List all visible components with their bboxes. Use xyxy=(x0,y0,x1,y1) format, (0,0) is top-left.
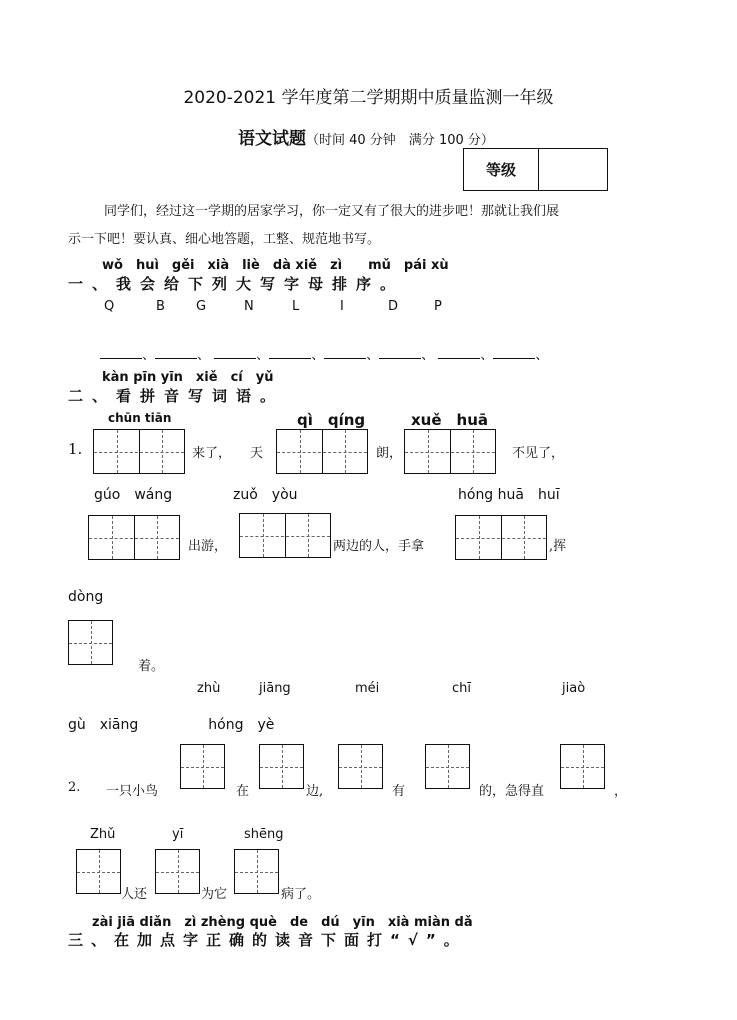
question-number: 2. xyxy=(68,780,81,795)
section2-pinyin: kàn pīn yīn xiě cí yǔ xyxy=(102,370,274,385)
subject-title xyxy=(238,124,494,149)
writing-box[interactable] xyxy=(88,515,180,560)
separator: 、 xyxy=(142,348,156,363)
pinyin-guowang: gúo wáng xyxy=(94,487,173,503)
text-segment: 天 xyxy=(250,446,264,461)
section2-heading: 二、看拼音写词语。 xyxy=(68,387,285,405)
letter: G xyxy=(196,299,207,314)
writing-box[interactable] xyxy=(338,744,383,789)
text-segment: 的，急得直 xyxy=(479,784,545,799)
pinyin-dong: dòng xyxy=(68,589,104,605)
intro-line-2: 示一下吧！要认真、细心地答题，工整、规范地书写。 xyxy=(68,232,381,247)
text-segment: ,挥 xyxy=(549,539,567,554)
pinyin-honghuahui: hóng huā huī xyxy=(458,487,560,503)
answer-blank[interactable] xyxy=(493,346,535,359)
pinyin-jiao: jiaò xyxy=(562,681,586,696)
separator: 、 xyxy=(480,348,494,363)
section3-pinyin: zài jiā diǎn zì zhèng què de dú yīn xià miàn dǎ xyxy=(92,915,473,930)
writing-box[interactable] xyxy=(234,849,279,894)
intro-line-1: 同学们，经过这一学期的居家学习，你一定又有了很大的进步吧！那就让我们展 xyxy=(104,204,560,219)
writing-box[interactable] xyxy=(68,620,113,665)
writing-box[interactable] xyxy=(76,849,121,894)
pinyin-jiang: jiāng xyxy=(259,681,291,696)
pinyin-yi: yī xyxy=(172,827,184,842)
writing-box[interactable] xyxy=(560,744,605,789)
section3-heading: 三、在加点字正确的读音下面打“√”。 xyxy=(68,931,467,949)
text-segment: 来了， xyxy=(192,446,232,461)
pinyin-sheng: shēng xyxy=(244,827,284,842)
question-number: 1. xyxy=(68,440,83,458)
answer-blank[interactable] xyxy=(155,346,197,359)
text-segment: 一只小鸟 xyxy=(106,784,159,799)
text-segment: 朗， xyxy=(376,446,403,461)
separator: 、 xyxy=(421,348,435,363)
writing-box[interactable] xyxy=(404,429,496,474)
answer-blank[interactable] xyxy=(269,346,311,359)
page-title: 2020-2021 学年度第二学期期中质量监测一年级 xyxy=(183,88,554,108)
text-segment: 人还 xyxy=(121,887,148,902)
pinyin-qiqing: qì qíng xyxy=(297,411,366,429)
writing-box[interactable] xyxy=(425,744,470,789)
letter: D xyxy=(388,299,399,314)
writing-box[interactable] xyxy=(276,429,368,474)
text-segment: 在 xyxy=(236,784,250,799)
letter: Q xyxy=(104,299,115,314)
answer-blank[interactable] xyxy=(438,346,480,359)
section1-pinyin: wǒ huì gěi xià liè dà xiě zì mǔ pái xù xyxy=(102,258,449,273)
text-segment: 出游， xyxy=(188,539,228,554)
letter: L xyxy=(292,299,300,314)
grade-field[interactable] xyxy=(539,149,607,190)
answer-blank[interactable] xyxy=(379,346,421,359)
text-segment: 病了。 xyxy=(281,887,321,902)
pinyin-chuntian: chūn tiān xyxy=(108,411,172,425)
letter: N xyxy=(244,299,254,314)
text-segment: 不见了， xyxy=(512,446,565,461)
text-segment: 着。 xyxy=(138,659,165,674)
separator: 、 xyxy=(256,348,270,363)
section1-heading: 一、我会给下列大写字母排序。 xyxy=(68,275,405,293)
answer-blank[interactable] xyxy=(100,346,142,359)
letter: I xyxy=(340,299,344,314)
pinyin-xuehua: xuě huā xyxy=(411,411,489,429)
answer-blank[interactable] xyxy=(324,346,366,359)
answer-blanks xyxy=(100,344,548,363)
pinyin-zhu: zhù xyxy=(197,681,221,696)
grade-box xyxy=(463,148,608,191)
writing-box[interactable] xyxy=(239,513,331,558)
pinyin-mei: méi xyxy=(355,681,380,696)
separator: 、 xyxy=(366,348,380,363)
letter: P xyxy=(434,299,442,314)
text-segment: 为它 xyxy=(201,887,228,902)
text-segment: 边, xyxy=(306,784,324,799)
subject-name: 语文试题 xyxy=(238,129,306,149)
pinyin-chi: chī xyxy=(452,681,471,696)
pinyin-guxiang-hongye: gù xiāng hóng yè xyxy=(68,717,275,733)
pinyin-zuoyou: zuǒ yòu xyxy=(233,487,298,503)
letter: B xyxy=(156,299,165,314)
separator: 、 xyxy=(311,348,325,363)
text-segment: 有 xyxy=(392,784,406,799)
exam-info: （时间 40 分钟 满分 100 分） xyxy=(306,133,494,148)
writing-box[interactable] xyxy=(180,744,225,789)
pinyin-zhu2: Zhǔ xyxy=(90,827,116,842)
writing-box[interactable] xyxy=(455,515,547,560)
grade-label: 等级 xyxy=(464,149,539,190)
writing-box[interactable] xyxy=(259,744,304,789)
separator: 、 xyxy=(535,348,549,363)
separator: 、 xyxy=(197,348,211,363)
writing-box[interactable] xyxy=(93,429,185,474)
answer-blank[interactable] xyxy=(214,346,256,359)
writing-box[interactable] xyxy=(155,849,200,894)
text-segment: 两边的人，手拿 xyxy=(333,539,425,554)
text-segment: ， xyxy=(614,784,628,799)
